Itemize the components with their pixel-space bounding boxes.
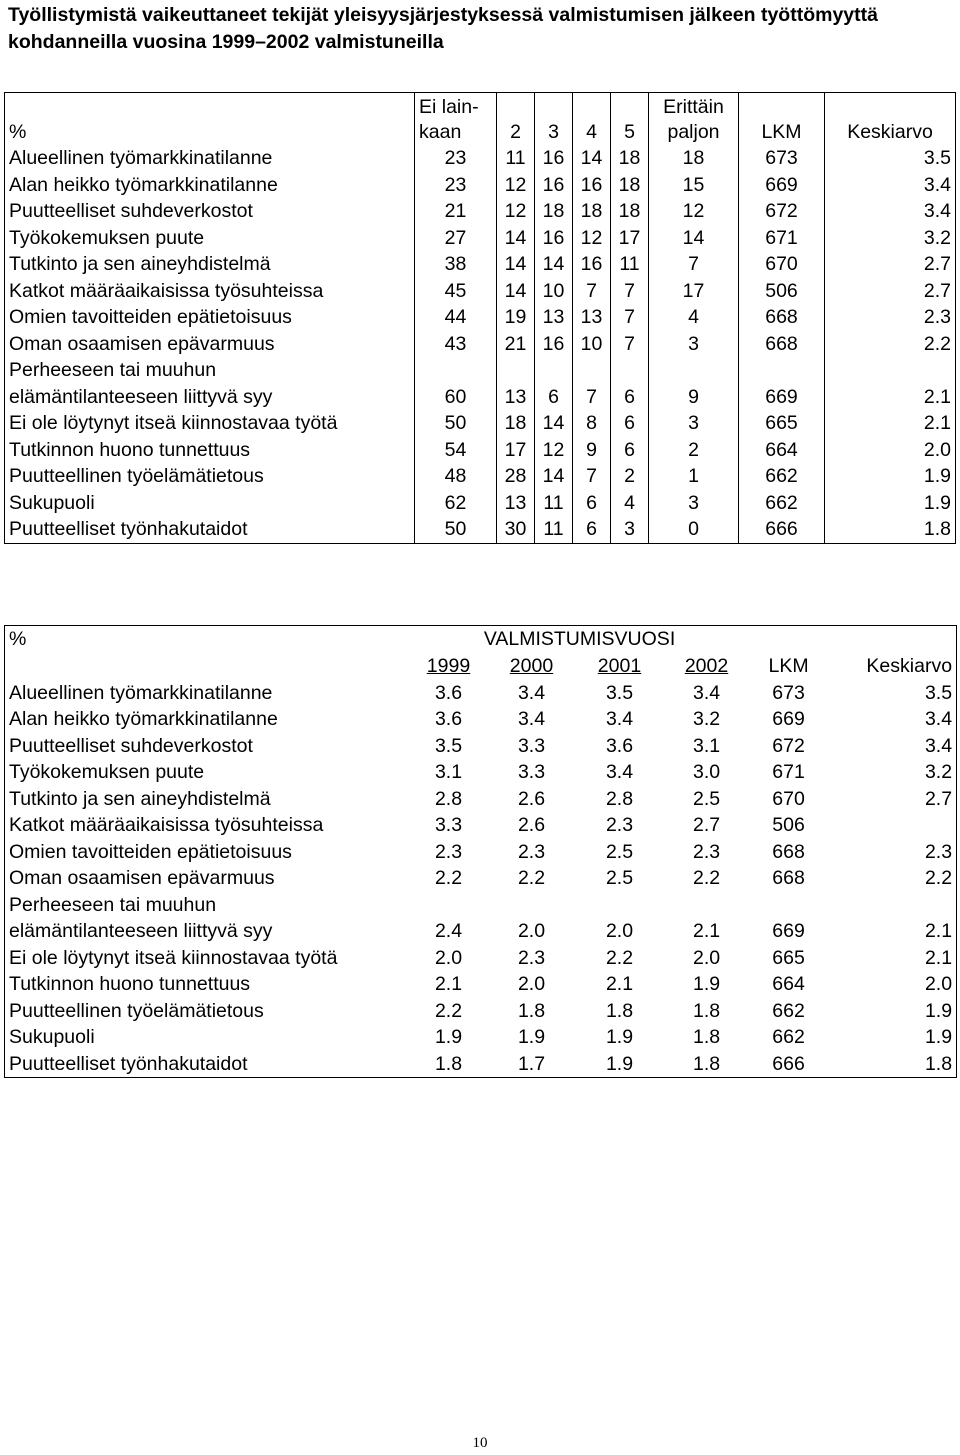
row-label: Tutkinnon huono tunnettuus [9, 973, 251, 995]
column-header: 4 [573, 93, 611, 146]
table-cell: 16 [573, 172, 611, 199]
table-cell: 2.1 [825, 410, 956, 437]
table-cell: 3.0 [692, 761, 721, 783]
row-label: Omien tavoitteiden epätietoisuus [9, 840, 292, 863]
mean-header: Keskiarvo [866, 654, 953, 677]
table-cell: 3.2 [825, 225, 956, 252]
column-header: LKM [739, 93, 825, 146]
table-cell: 2.0 [434, 946, 463, 969]
table-cell: 2.6 [517, 814, 546, 836]
table-row [5, 945, 957, 972]
table-cell: 1.8 [825, 516, 956, 543]
row-label: Tutkinto ja sen aineyhdistelmä [9, 787, 271, 810]
table-cell: 7 [573, 357, 611, 410]
table-cell: 18 [611, 145, 649, 172]
column-header: 5 [611, 93, 649, 146]
table-cell: 1.9 [605, 1026, 634, 1048]
empty-cell [828, 626, 957, 653]
table-row [5, 839, 957, 866]
table-cell: 2.0 [924, 973, 953, 995]
table-cell: 1.9 [517, 1026, 546, 1048]
table-cell: 7 [649, 251, 739, 278]
table-cell: 2.2 [605, 946, 634, 969]
table-cell: 666 [739, 516, 825, 543]
table-cell: 662 [772, 1026, 805, 1048]
table-cell: 60 [415, 357, 497, 410]
table-cell: 8 [573, 410, 611, 437]
table-row [5, 680, 957, 707]
table-cell: 672 [772, 734, 805, 757]
table-cell: 670 [739, 251, 825, 278]
table-cell: 6 [611, 437, 649, 464]
table-cell: 18 [611, 198, 649, 225]
empty-cell [5, 653, 410, 680]
row-label: Sukupuoli [9, 1026, 95, 1048]
table-cell: 1.9 [924, 1026, 953, 1048]
table-cell: 14 [497, 225, 535, 252]
table-cell: 3.4 [924, 734, 953, 757]
column-header: % [5, 93, 415, 146]
row-label: Työkokemuksen puute [9, 761, 205, 783]
table-cell: 3.2 [692, 708, 721, 730]
row-label: Perheeseen tai muuhun elämäntilanteeseen liittyvä syy [9, 893, 273, 942]
table-cell: 14 [649, 225, 739, 252]
table-row [5, 437, 956, 464]
table-cell: 1.8 [517, 999, 546, 1022]
table-cell: 2.3 [517, 840, 546, 863]
row-label: Ei ole löytynyt itseä kiinnostavaa työtä [5, 410, 415, 437]
table-cell: 7 [611, 331, 649, 358]
table-cell: 6 [573, 490, 611, 517]
table-row [5, 463, 956, 490]
table-row [5, 490, 956, 517]
table-cell: 665 [772, 946, 805, 969]
table-cell: 13 [535, 304, 573, 331]
year-label: 2001 [597, 654, 642, 677]
table-cell: 2 [611, 463, 649, 490]
row-label: Tutkinnon huono tunnettuus [5, 437, 415, 464]
table-cell: 44 [415, 304, 497, 331]
table-cell: 14 [573, 145, 611, 172]
table-cell: 14 [497, 278, 535, 305]
table-cell: 2.5 [605, 840, 634, 863]
table-cell: 23 [415, 145, 497, 172]
table-cell: 27 [415, 225, 497, 252]
table-cell: 2.3 [605, 814, 634, 836]
table-cell: 2.1 [434, 973, 463, 995]
table-cell: 2.3 [825, 304, 956, 331]
table-cell: 3.4 [692, 681, 721, 704]
table-cell: 2.7 [924, 787, 953, 810]
table-cell: 14 [535, 410, 573, 437]
table-cell: 665 [739, 410, 825, 437]
table-cell: 2.1 [692, 920, 721, 942]
table-cell: 48 [415, 463, 497, 490]
table-cell: 672 [739, 198, 825, 225]
table-cell: 6 [611, 410, 649, 437]
table-cell: 2.2 [692, 867, 721, 889]
table-cell: 1.8 [692, 1052, 721, 1075]
table-cell: 1.8 [605, 999, 634, 1022]
table-row [5, 812, 957, 839]
table-cell: 1.9 [825, 490, 956, 517]
column-header: 3 [535, 93, 573, 146]
table-cell: 3 [649, 331, 739, 358]
table-cell: 1.9 [924, 999, 953, 1022]
table-cell: 28 [497, 463, 535, 490]
table-cell: 30 [497, 516, 535, 543]
document-title: Työllistymistä vaikeuttaneet tekijät yleisyysjärjestyksessä valmistumisen jälkeen työttömyyttä kohdanneilla vuosina 1999–2002 valmistuneilla [8, 4, 878, 53]
table-cell: 2.2 [434, 867, 463, 889]
table-cell: 6 [535, 357, 573, 410]
row-label: Työkokemuksen puute [5, 225, 415, 252]
table-cell: 45 [415, 278, 497, 305]
table-row [5, 971, 957, 998]
table-cell: 11 [611, 251, 649, 278]
column-header: 2 [497, 93, 535, 146]
row-label: Oman osaamisen epävarmuus [9, 867, 275, 889]
table-cell: 2.3 [692, 840, 721, 863]
table-cell: 3.6 [434, 681, 463, 704]
table-cell: 3.6 [605, 734, 634, 757]
row-label: Alan heikko työmarkkinatilanne [9, 708, 278, 730]
table-cell: 12 [497, 172, 535, 199]
table-cell: 2.3 [924, 840, 953, 863]
table-row [5, 1024, 957, 1051]
table-cell: 3.1 [692, 734, 721, 757]
table-row [5, 304, 956, 331]
column-header: Erittäin paljon [649, 93, 739, 146]
table-cell: 16 [535, 145, 573, 172]
table-cell: 7 [611, 278, 649, 305]
table-cell: 1.9 [825, 463, 956, 490]
table-cell: 668 [739, 304, 825, 331]
table-cell: 2.0 [517, 973, 546, 995]
table-row [5, 278, 956, 305]
table-cell: 17 [497, 437, 535, 464]
table-cell: 14 [497, 251, 535, 278]
row-label: Katkot määräaikaisissa työsuhteissa [5, 278, 415, 305]
table-cell: 9 [573, 437, 611, 464]
row-label: Puutteelliset työnhakutaidot [5, 516, 415, 543]
table-cell: 12 [535, 437, 573, 464]
row-label: Omien tavoitteiden epätietoisuus [5, 304, 415, 331]
table-cell: 664 [739, 437, 825, 464]
row-label: Alan heikko työmarkkinatilanne [5, 172, 415, 199]
table-cell [828, 812, 957, 839]
empty-cell [750, 626, 828, 653]
table-row [5, 172, 956, 199]
table-row [5, 733, 957, 760]
table-row [5, 251, 956, 278]
row-label: Ei ole löytynyt itseä kiinnostavaa työtä [9, 946, 338, 969]
table-cell: 21 [415, 198, 497, 225]
table-cell: 3.3 [517, 734, 546, 757]
group-header-row [5, 626, 957, 653]
table-cell: 3.4 [605, 708, 634, 730]
table-cell: 673 [772, 681, 805, 704]
table-cell: 18 [649, 145, 739, 172]
table-cell: 2.1 [924, 946, 953, 969]
table-row [5, 759, 957, 786]
table-cell: 7 [573, 463, 611, 490]
table-cell: 3.5 [924, 681, 953, 704]
table-cell: 3.4 [605, 761, 634, 783]
table-cell: 2.5 [692, 787, 721, 810]
table-row [5, 865, 957, 892]
table-cell: 9 [649, 357, 739, 410]
table-cell: 2.1 [825, 357, 956, 410]
table-cell: 2.0 [825, 437, 956, 464]
table-cell: 3.4 [517, 681, 546, 704]
table-cell: 3.5 [825, 145, 956, 172]
table-row [5, 706, 957, 733]
table-cell: 3 [611, 516, 649, 543]
row-label: Oman osaamisen epävarmuus [5, 331, 415, 358]
table-row [5, 998, 957, 1025]
year-header-row [5, 653, 957, 680]
table-row [5, 357, 956, 410]
table-cell: 18 [535, 198, 573, 225]
table-cell: 50 [415, 516, 497, 543]
table-cell: 12 [649, 198, 739, 225]
year-header [488, 653, 576, 680]
table-cell: 3.4 [924, 708, 953, 730]
table-cell: 3.4 [517, 708, 546, 730]
table-cell: 666 [772, 1052, 805, 1075]
table-cell: 19 [497, 304, 535, 331]
table-cell: 3.1 [434, 761, 463, 783]
table-cell: 14 [535, 251, 573, 278]
table-row [5, 331, 956, 358]
table-cell: 668 [772, 840, 805, 863]
column-header: Keskiarvo [825, 93, 956, 146]
table-cell: 2.7 [825, 278, 956, 305]
table-cell: 16 [535, 331, 573, 358]
row-label: Puutteelliset suhdeverkostot [5, 198, 415, 225]
table-cell: 23 [415, 172, 497, 199]
column-header: Ei lain- kaan [415, 93, 497, 146]
table-cell: 17 [611, 225, 649, 252]
table-cell: 12 [573, 225, 611, 252]
table-cell: 3.3 [517, 761, 546, 783]
table-cell: 1.9 [692, 973, 721, 995]
group-label: VALMISTUMISVUOSI [483, 628, 676, 650]
table-cell: 16 [535, 225, 573, 252]
table-cell: 2.2 [924, 867, 953, 889]
row-label: Katkot määräaikaisissa työsuhteissa [9, 814, 324, 836]
table-cell: 2.0 [692, 946, 721, 969]
row-label: Puutteelliset suhdeverkostot [9, 734, 253, 757]
year-header [576, 653, 664, 680]
table-cell: 6 [573, 516, 611, 543]
table-cell: 7 [573, 278, 611, 305]
row-label: Alueellinen työmarkkinatilanne [5, 145, 415, 172]
table-cell: 62 [415, 490, 497, 517]
table-cell: 17 [649, 278, 739, 305]
table-cell: 2.2 [825, 331, 956, 358]
table-cell: 2.0 [605, 920, 634, 942]
table-cell: 668 [772, 867, 805, 889]
table-cell: 671 [739, 225, 825, 252]
table-row [5, 786, 957, 813]
table-cell: 669 [739, 172, 825, 199]
table-cell: 506 [739, 278, 825, 305]
row-label: Puutteellinen työelämätietous [9, 999, 264, 1022]
table-cell: 2.1 [924, 920, 953, 942]
table-row [5, 225, 956, 252]
table-cell: 4 [611, 490, 649, 517]
table-cell: 673 [739, 145, 825, 172]
table-cell: 18 [497, 410, 535, 437]
table-cell: 12 [497, 198, 535, 225]
row-label: Alueellinen työmarkkinatilanne [9, 681, 273, 704]
table-cell: 16 [535, 172, 573, 199]
table-row [5, 410, 956, 437]
table-cell: 2.3 [517, 946, 546, 969]
table-cell: 662 [739, 463, 825, 490]
table-cell: 1.8 [434, 1052, 463, 1075]
table-cell: 2.2 [517, 867, 546, 889]
year-label: 2002 [684, 654, 729, 677]
table-cell: 4 [649, 304, 739, 331]
table-cell: 43 [415, 331, 497, 358]
table-cell: 2.4 [434, 920, 463, 942]
year-header [664, 653, 750, 680]
row-label: Puutteellinen työelämätietous [5, 463, 415, 490]
table-header-row [5, 93, 956, 146]
table-cell: 668 [739, 331, 825, 358]
table-cell: 2.5 [605, 867, 634, 889]
table-cell: 21 [497, 331, 535, 358]
table-cell: 670 [772, 787, 805, 810]
table-cell: 3 [649, 490, 739, 517]
corner-label: % [9, 628, 27, 650]
table-cell: 6 [611, 357, 649, 410]
table-cell: 13 [497, 357, 535, 410]
row-label: Sukupuoli [5, 490, 415, 517]
table-cell: 3.5 [605, 681, 634, 704]
year-header [410, 653, 488, 680]
table-cell: 662 [772, 999, 805, 1022]
table-cell: 3 [649, 410, 739, 437]
table-cell: 11 [535, 490, 573, 517]
table-cell: 1.9 [434, 1026, 463, 1048]
table-cell: 10 [535, 278, 573, 305]
table-cell: 38 [415, 251, 497, 278]
table-cell: 506 [772, 814, 805, 836]
table-cell: 662 [739, 490, 825, 517]
table-cell: 2.7 [692, 814, 721, 836]
table-cell: 18 [611, 172, 649, 199]
table-cell: 671 [772, 761, 805, 783]
table-cell: 10 [573, 331, 611, 358]
table-cell: 2.6 [517, 787, 546, 810]
table-cell: 2.8 [605, 787, 634, 810]
table-cell: 1.7 [517, 1052, 546, 1075]
table-cell: 2.3 [434, 840, 463, 863]
row-label: Puutteelliset työnhakutaidot [9, 1052, 248, 1075]
table-cell: 50 [415, 410, 497, 437]
table-cell: 18 [573, 198, 611, 225]
table-cell: 13 [497, 490, 535, 517]
table-cell: 3.4 [825, 172, 956, 199]
table-row [5, 145, 956, 172]
frequency-table [4, 92, 956, 544]
table-cell: 11 [497, 145, 535, 172]
row-label: Tutkinto ja sen aineyhdistelmä [5, 251, 415, 278]
table-cell: 14 [535, 463, 573, 490]
table-row [5, 516, 956, 543]
table-cell: 669 [739, 357, 825, 410]
table-cell: 16 [573, 251, 611, 278]
table-cell: 1 [649, 463, 739, 490]
row-label: Perheeseen tai muuhun elämäntilanteeseen liittyvä syy [5, 357, 415, 410]
page-number: 10 [472, 1435, 488, 1451]
year-label: 1999 [426, 654, 471, 677]
table-cell: 3.3 [434, 814, 463, 836]
table-cell: 3.5 [434, 734, 463, 757]
table-cell: 3.6 [434, 708, 463, 730]
table-cell: 11 [535, 516, 573, 543]
table-cell: 15 [649, 172, 739, 199]
table-row [5, 892, 957, 945]
table-cell: 669 [772, 708, 805, 730]
table-cell: 3.2 [924, 761, 953, 783]
table-row [5, 1051, 957, 1078]
table-cell: 1.8 [692, 1026, 721, 1048]
table-cell: 2.2 [434, 999, 463, 1022]
table-cell: 2.1 [605, 973, 634, 995]
lkm-header: LKM [768, 654, 809, 677]
table-row [5, 198, 956, 225]
table-cell: 1.8 [924, 1052, 953, 1075]
table-cell: 1.9 [605, 1052, 634, 1075]
table-cell: 54 [415, 437, 497, 464]
table-cell: 2.7 [825, 251, 956, 278]
table-cell: 669 [772, 920, 805, 942]
table-cell: 7 [611, 304, 649, 331]
table-cell: 1.8 [692, 999, 721, 1022]
table-cell: 3.4 [825, 198, 956, 225]
table-cell: 13 [573, 304, 611, 331]
table-cell: 2 [649, 437, 739, 464]
year-label: 2000 [509, 654, 554, 677]
table-cell: 2.0 [517, 920, 546, 942]
table-cell: 2.8 [434, 787, 463, 810]
table-cell: 664 [772, 973, 805, 995]
yearly-mean-table [4, 625, 957, 1078]
table-cell: 0 [649, 516, 739, 543]
